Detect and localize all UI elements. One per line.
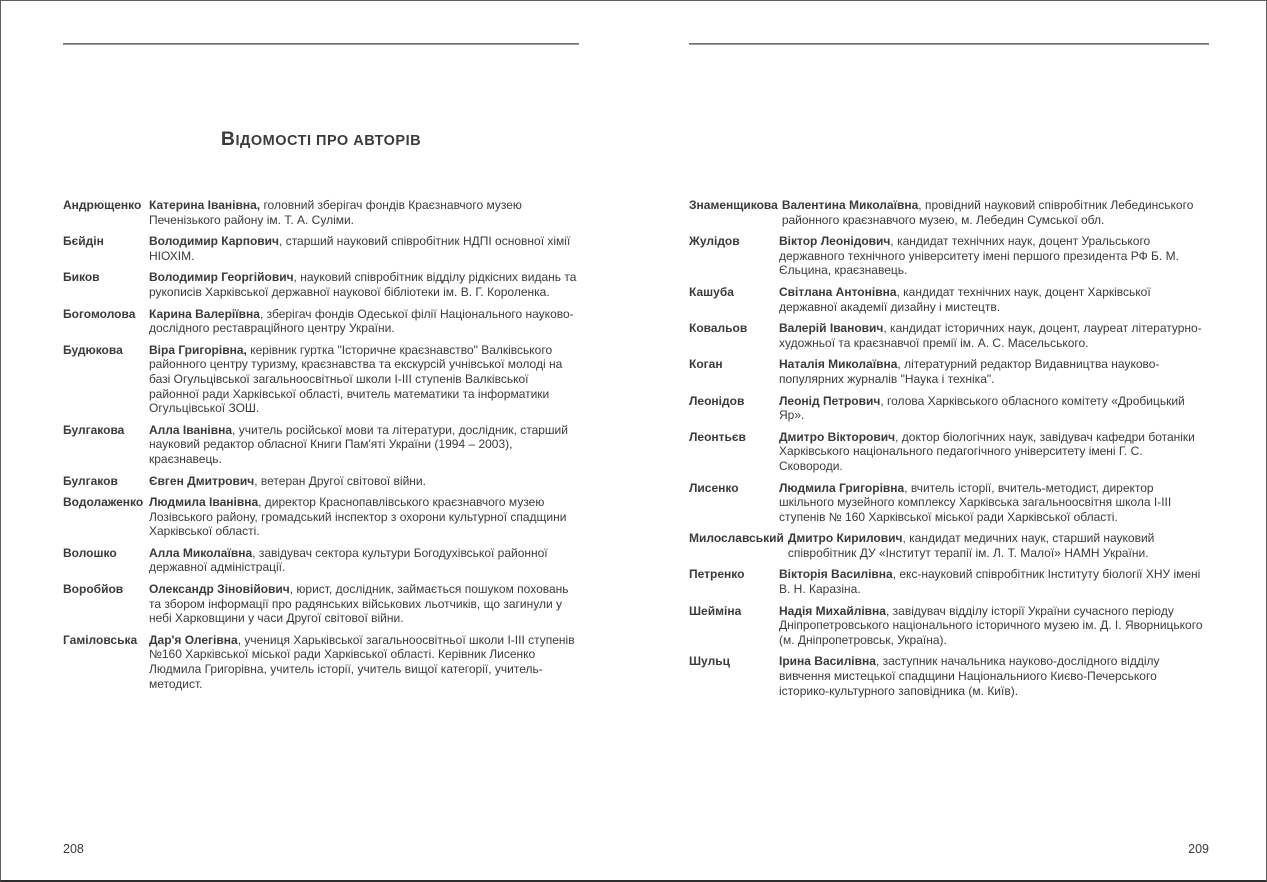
author-name: Наталія Миколаївна bbox=[779, 357, 898, 372]
author-entry bbox=[63, 270, 579, 299]
author-description bbox=[779, 234, 1209, 278]
author-entry bbox=[689, 567, 1209, 596]
author-description bbox=[779, 430, 1209, 474]
author-surname: Шульц bbox=[689, 654, 730, 669]
author-description bbox=[149, 307, 579, 336]
author-name: Віктор Леонідович bbox=[779, 234, 891, 249]
author-name: Світлана Антонівна bbox=[779, 284, 897, 299]
author-entry bbox=[63, 633, 579, 691]
author-description bbox=[149, 234, 579, 263]
author-role-text: , старший науковий співробітник НДПІ основної хімії НІОХІМ. bbox=[149, 234, 571, 263]
author-name: Володимир Карпович bbox=[149, 234, 280, 249]
author-surname: Бєйдін bbox=[63, 234, 104, 249]
author-description bbox=[149, 582, 579, 626]
author-entry bbox=[63, 423, 579, 467]
header-rule bbox=[689, 43, 1209, 45]
author-name: Володимир Георгійович bbox=[149, 270, 294, 285]
author-entry bbox=[63, 546, 579, 575]
author-name: Олександр Зіновійович bbox=[149, 582, 290, 597]
author-entry bbox=[689, 531, 1209, 560]
author-description bbox=[149, 423, 579, 467]
author-surname: Водолаженко bbox=[63, 495, 144, 510]
author-surname: Булгаков bbox=[63, 473, 118, 488]
author-role-text: , літературний редактор Видавництва науково-популярних журналів "Наука і техніка". bbox=[779, 357, 1160, 386]
author-description bbox=[779, 394, 1209, 423]
author-role-text: , завідувач сектора культури Богодухівської районної державної адміністрації. bbox=[149, 545, 548, 575]
author-role-text: , кандидат медичних наук, старший науковий співробітник ДУ «Інститут терапії ім. Л. Т. Малої» НАМН України. bbox=[787, 531, 1155, 560]
author-name: Дар'я Олегівна bbox=[149, 632, 238, 647]
author-name: Алла Миколаївна bbox=[149, 545, 253, 560]
author-surname: Коган bbox=[689, 357, 723, 372]
author-surname: Петренко bbox=[689, 567, 745, 582]
author-description bbox=[779, 604, 1209, 648]
author-surname: Кашуба bbox=[689, 284, 734, 299]
page-number-left: 208 bbox=[63, 842, 84, 856]
author-role-text: головний зберігач фондів Краєзнавчого музею Печенізького району ім. Т. А. Суліми. bbox=[149, 198, 522, 227]
author-name: Валентина Миколаївна bbox=[781, 198, 919, 212]
author-surname: Знаменщикова bbox=[689, 198, 778, 212]
author-role-text: , ветеран Другої світової війни. bbox=[254, 473, 426, 488]
author-role-text: , учитель російської мови та літератури, дослідник, старший науковий редактор обласної Книги Пам'яті України (1994 – 2003), краєзнавець. bbox=[149, 422, 568, 466]
author-list-right bbox=[689, 198, 1209, 705]
author-entry bbox=[689, 394, 1209, 423]
author-role-text: , кандидат історичних наук, доцент, лауреат літературно-художньої та краєзнавчої премії ім. А. С. Масельського. bbox=[779, 321, 1202, 350]
author-surname: Будюкова bbox=[63, 342, 123, 357]
author-description bbox=[149, 198, 579, 227]
author-description bbox=[779, 321, 1209, 350]
author-surname: Леонтьєв bbox=[689, 429, 746, 444]
author-name: Віра Григорівна, bbox=[149, 342, 247, 357]
author-description bbox=[779, 567, 1209, 596]
author-role-text: , доктор біологічних наук, завідувач кафедри ботаніки Харківського національного педагогічного університету імені Г. С. Сковороди. bbox=[779, 429, 1195, 473]
author-entry bbox=[63, 474, 579, 489]
author-role-text: , зберігач фондів Одеської філії Національного науково-дослідного реставраційного центру України. bbox=[149, 306, 574, 336]
author-role-text: , екс-науковий співробітник Інституту біології ХНУ імені В. Н. Каразіна. bbox=[779, 567, 1201, 597]
author-surname: Волошко bbox=[63, 545, 117, 560]
author-surname: Булгакова bbox=[63, 422, 125, 437]
author-entry bbox=[689, 481, 1209, 525]
author-name: Дмитро Кирилович bbox=[787, 531, 903, 546]
author-role-text: , науковий співробітник відділу рідкісних видань та рукописів Харківської державної наукової бібліотеки ім. В. Г. Короленка. bbox=[149, 270, 577, 299]
author-surname: Лисенко bbox=[689, 480, 739, 495]
author-role-text: , учениця Харьківської загальноосвітньої школи І-ІІІ ступенів №160 Харківської міської ради Харківської області. Керівник Лисенко Людмила Григорівна, учитель історії, учитель вищої категорії, учитель-методист. bbox=[149, 632, 575, 691]
author-name: Алла Іванівна bbox=[149, 422, 233, 437]
author-entry bbox=[63, 343, 579, 416]
author-list-left bbox=[63, 198, 579, 698]
author-name: Катерина Іванівна, bbox=[149, 198, 261, 212]
author-surname: Милославський bbox=[689, 531, 784, 546]
author-description bbox=[779, 285, 1209, 314]
author-name: Вікторія Василівна bbox=[779, 567, 893, 582]
author-surname: Богомолова bbox=[63, 306, 136, 321]
author-entry bbox=[689, 234, 1209, 278]
author-entry bbox=[689, 357, 1209, 386]
author-role-text: , кандидат технічних наук, доцент Харківської державної академії дизайну і мистецтв. bbox=[779, 284, 1151, 314]
author-entry bbox=[689, 654, 1209, 698]
author-description bbox=[779, 481, 1209, 525]
author-description bbox=[779, 654, 1209, 698]
author-description bbox=[779, 357, 1209, 386]
author-name: Леонід Петрович bbox=[779, 393, 881, 408]
author-name: Євген Дмитрович bbox=[149, 473, 255, 488]
author-name: Надія Михайлівна bbox=[779, 603, 886, 618]
header-rule bbox=[63, 43, 579, 45]
author-role-text: , завідувач відділу історії України сучасного періоду Дніпропетровського національного історичного музею ім. Д. І. Яворницького (м. Дніпропетровськ, Україна). bbox=[779, 603, 1203, 647]
author-entry bbox=[63, 582, 579, 626]
author-entry bbox=[63, 198, 579, 227]
author-role-text: , голова Харківського обласного комітету «Дробицький Яр». bbox=[779, 393, 1185, 423]
author-entry bbox=[689, 604, 1209, 648]
author-name: Людмила Григорівна bbox=[779, 480, 905, 495]
author-entry bbox=[689, 285, 1209, 314]
author-description bbox=[149, 343, 579, 416]
author-entry bbox=[63, 495, 579, 539]
author-name: Людмила Іванівна bbox=[149, 495, 259, 510]
page-left bbox=[63, 1, 579, 880]
author-description bbox=[149, 270, 579, 299]
author-name: Ірина Василівна bbox=[779, 654, 876, 669]
author-entry bbox=[63, 234, 579, 263]
author-description bbox=[149, 474, 579, 489]
author-description bbox=[788, 531, 1209, 560]
author-surname: Леонідов bbox=[689, 393, 745, 408]
author-role-text: , заступник начальника науково-дослідного відділу вивчення мистецької спадщини Національниого Києво-Печерського історико-культурного заповідника (м. Київ). bbox=[779, 654, 1160, 698]
author-name: Дмитро Вікторович bbox=[779, 429, 896, 444]
author-role-text: , кандидат технічних наук, доцент Уральського державного технічного університету імені першого президента РФ Б. М. Єльцина, краєзнавець. bbox=[779, 234, 1179, 278]
author-name: Валерій Іванович bbox=[779, 321, 884, 336]
page-number-right: 209 bbox=[1188, 842, 1209, 856]
author-role-text: керівник гуртка "Історичне краєзнавство" Валківського районного центру туризму, краєзнавства та екскурсій учнівської молоді на базі Огульцівської загальноосвітньої школи І-ІІІ ступенів Валківської районної ради Харківської області, вчитель математики та інформатики Огульцівської ЗОШ. bbox=[149, 342, 563, 416]
author-surname: Шейміна bbox=[689, 603, 742, 618]
author-role-text: , директор Краснопавлівського краєзнавчого музею Лозівського району, громадський інспектор з охорони культурної спадщини Харківської області. bbox=[149, 495, 567, 539]
author-surname: Жулідов bbox=[689, 234, 740, 249]
author-description bbox=[149, 495, 579, 539]
author-entry bbox=[689, 430, 1209, 474]
page-right bbox=[689, 1, 1209, 880]
author-surname: Андрющенко bbox=[63, 198, 142, 212]
author-description bbox=[782, 198, 1209, 227]
page-title: ВІДОМОСТІ ПРО АВТОРІВ bbox=[220, 128, 422, 150]
author-name: Карина Валеріївна bbox=[149, 306, 260, 321]
author-surname: Воробйов bbox=[63, 582, 124, 597]
author-description bbox=[149, 546, 579, 575]
author-description bbox=[149, 633, 579, 691]
author-entry bbox=[689, 198, 1209, 227]
author-entry bbox=[689, 321, 1209, 350]
author-role-text: , юрист, дослідник, займається пошуком поховань та збором інформації про радянських військових льотчиків, що загинули у небі Харковщини у часи Другої світової війни. bbox=[149, 582, 569, 626]
author-surname: Гаміловська bbox=[63, 632, 138, 647]
author-role-text: , провідний науковий співробітник Лебединського районного краєзнавчого музею, м. Лебедин Сумської обл. bbox=[781, 198, 1194, 227]
author-surname: Биков bbox=[63, 270, 100, 285]
author-surname: Ковальов bbox=[689, 321, 748, 336]
author-role-text: , вчитель історії, вчитель-методист, директор шкільного музейного комплексу Харківська загальноосвітня школа І-ІІІ ступенів № 160 Харківської міської ради Харківської області. bbox=[779, 480, 1172, 524]
author-entry bbox=[63, 307, 579, 336]
